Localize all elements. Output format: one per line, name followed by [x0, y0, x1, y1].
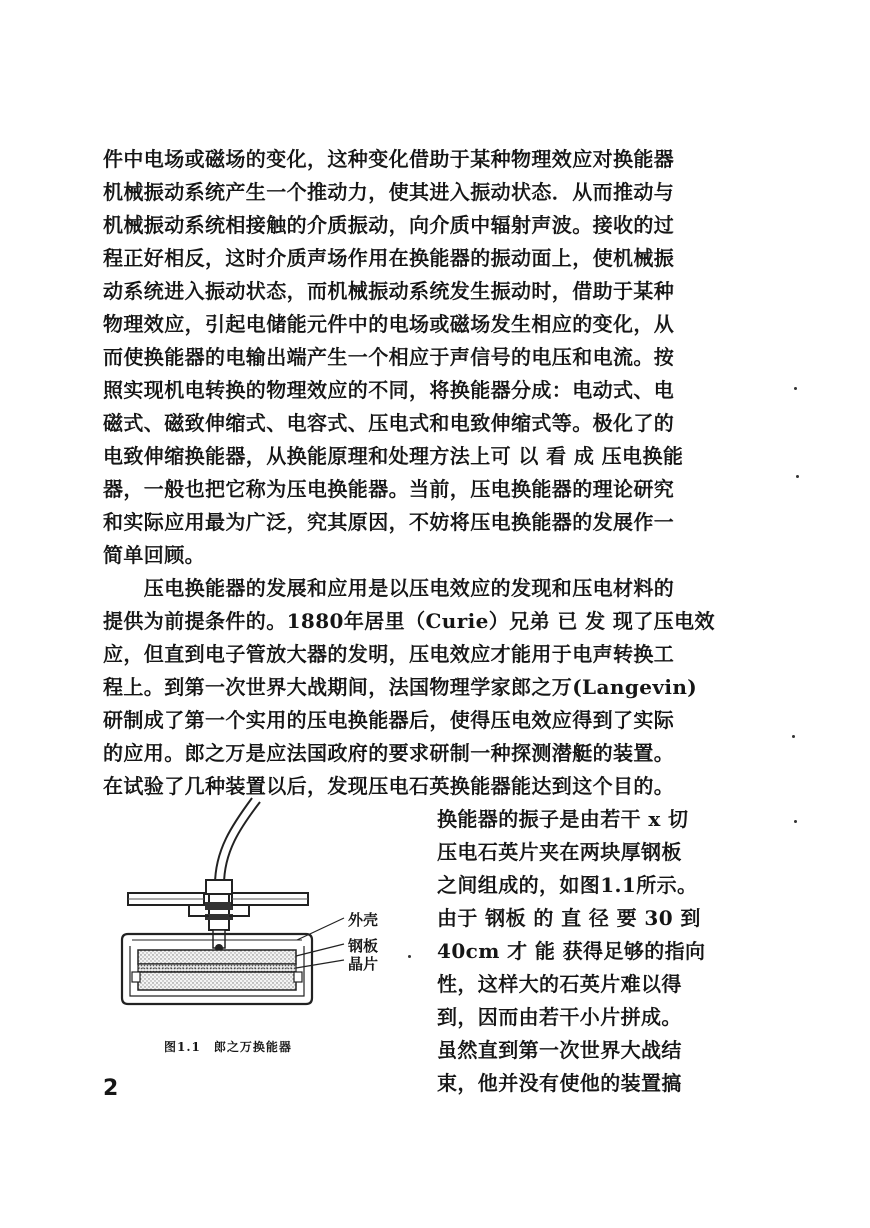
page-number: 2 — [103, 1076, 119, 1101]
label-steel-plate: 钢板 — [348, 937, 379, 955]
text-line: 物理效应，引起电储能元件中的电场或磁场发生相应的变化，从 — [103, 312, 675, 336]
text-line: 磁式、磁致伸缩式、电容式、压电式和电致伸缩式等。极化了的 — [103, 411, 675, 435]
text-line: 应，但直到电子管放大器的发明，压电效应才能用于电声转换工 — [103, 642, 675, 666]
scan-speck — [794, 387, 797, 390]
text-line: 的应用。郎之万是应法国政府的要求研制一种探测潜艇的装置。 — [103, 741, 675, 765]
scan-speck — [408, 955, 411, 958]
side-text-line: 压电石英片夹在两块厚钢板 — [437, 840, 682, 864]
text-line: 器，一般也把它称为压电换能器。当前，压电换能器的理论研究 — [103, 477, 675, 501]
text-line: 机械振动系统产生一个推动力，使其进入振动状态．从而推动与 — [103, 180, 675, 204]
figure-langevin-transducer — [92, 790, 412, 1060]
text-line: 简单回顾。 — [103, 543, 205, 567]
side-text-line: 由于 钢板 的 直 径 要 30 到 — [437, 906, 701, 930]
label-crystal: 晶片 — [348, 955, 379, 973]
paragraph-start-line: 压电换能器的发展和应用是以压电效应的发现和压电材料的 — [103, 576, 675, 600]
text-line: 提供为前提条件的。1880年居里（Curie）兄弟 已 发 现了压电效 — [103, 609, 715, 633]
text-line: 照实现机电转换的物理效应的不同，将换能器分成：电动式、电 — [103, 378, 675, 402]
side-text-line: 性，这样大的石英片难以得 — [437, 972, 682, 996]
figure-caption: 图1.1 郎之万换能器 — [164, 1040, 292, 1054]
text-line: 和实际应用最为广泛，究其原因，不妨将压电换能器的发展作一 — [103, 510, 675, 534]
text-line: 件中电场或磁场的变化，这种变化借助于某种物理效应对换能器 — [103, 147, 675, 171]
scan-speck — [796, 475, 799, 478]
side-text-line: 束，他并没有使他的装置搞 — [437, 1071, 682, 1095]
text-line: 而使换能器的电输出端产生一个相应于声信号的电压和电流。按 — [103, 345, 675, 369]
side-text-line: 之间组成的，如图1.1所示。 — [437, 873, 698, 897]
text-line: 电致伸缩换能器，从换能原理和处理方法上可 以 看 成 压电换能 — [103, 444, 684, 468]
text-line: 动系统进入振动状态，而机械振动系统发生振动时，借助于某种 — [103, 279, 675, 303]
label-shell: 外壳 — [348, 911, 379, 929]
text-line: 程正好相反，这时介质声场作用在换能器的振动面上，使机械振 — [103, 246, 675, 270]
side-text-line: 虽然直到第一次世界大战结 — [437, 1038, 682, 1062]
scan-speck — [792, 735, 795, 738]
text-line: 在试验了几种装置以后，发现压电石英换能器能达到这个目的。 — [103, 774, 675, 798]
side-text-line: 到，因而由若干小片拼成。 — [437, 1005, 682, 1029]
side-text-line: 40cm 才 能 获得足够的指向 — [437, 939, 706, 963]
scan-speck — [794, 820, 797, 823]
side-text-line: 换能器的振子是由若干 x 切 — [437, 807, 689, 831]
text-line: 机械振动系统相接触的介质振动，向介质中辐射声波。接收的过 — [103, 213, 675, 237]
text-line: 程上。到第一次世界大战期间，法国物理学家郎之万(Langevin) — [103, 675, 698, 699]
text-line: 研制成了第一个实用的压电换能器后，使得压电效应得到了实际 — [103, 708, 675, 732]
